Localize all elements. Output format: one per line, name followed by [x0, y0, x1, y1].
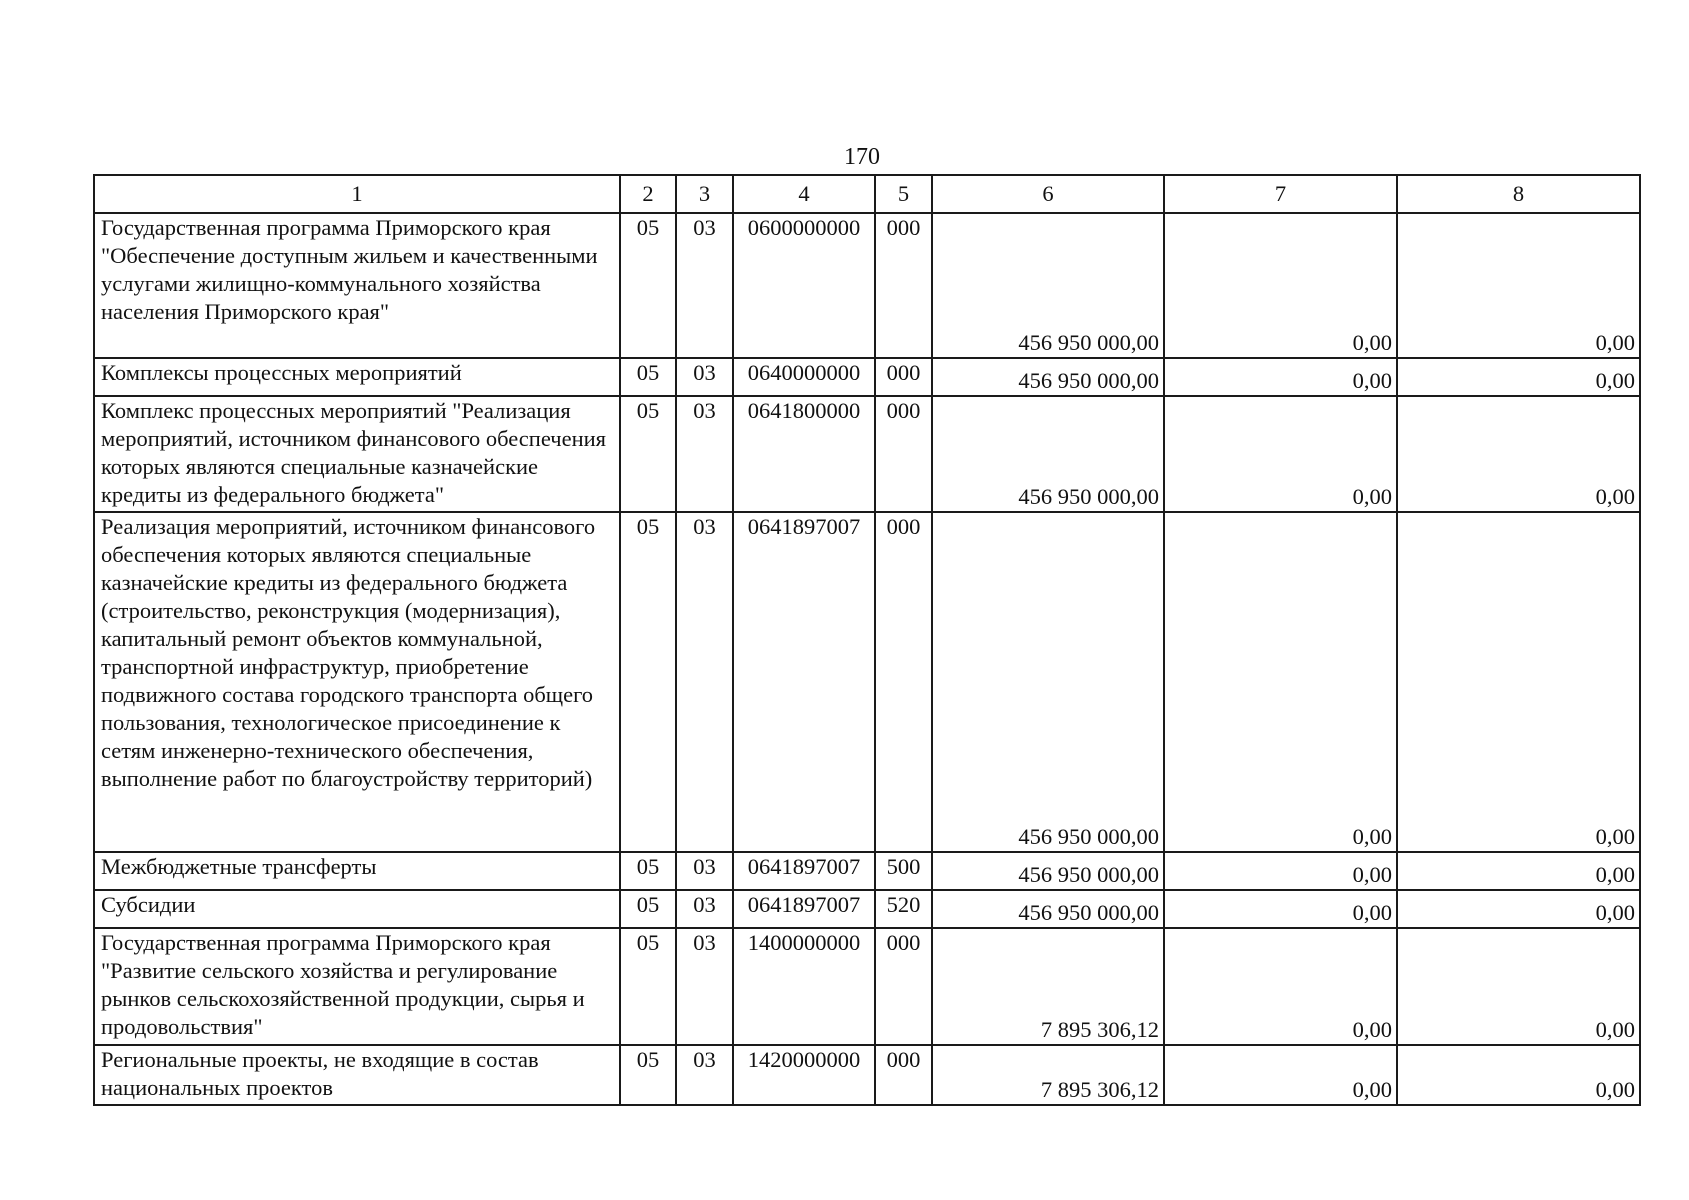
- column-header: 4: [733, 175, 875, 213]
- target-article-code: 0641897007: [733, 890, 875, 928]
- subsection-code: 03: [676, 852, 733, 890]
- section-code: 05: [620, 1045, 676, 1105]
- budget-table: [93, 174, 1641, 1106]
- amount-column-7: 0,00: [1164, 928, 1397, 1045]
- table-row: [94, 213, 1640, 358]
- amount-column-6: 456 950 000,00: [932, 890, 1164, 928]
- amount-column-7: 0,00: [1164, 890, 1397, 928]
- expense-name: Комплекс процессных мероприятий "Реализация мероприятий, источником финансового обеспечения которых являются специальные казначейские кредиты из федерального бюджета": [94, 396, 620, 512]
- section-code: 05: [620, 928, 676, 1045]
- table-row: [94, 928, 1640, 1045]
- section-code: 05: [620, 852, 676, 890]
- column-number-row: [94, 175, 1640, 213]
- expense-name: Межбюджетные трансферты: [94, 852, 620, 890]
- expense-name: Субсидии: [94, 890, 620, 928]
- subsection-code: 03: [676, 213, 733, 358]
- subsection-code: 03: [676, 396, 733, 512]
- amount-column-6: 7 895 306,12: [932, 1045, 1164, 1105]
- amount-column-7: 0,00: [1164, 1045, 1397, 1105]
- amount-column-8: 0,00: [1397, 928, 1640, 1045]
- section-code: 05: [620, 358, 676, 396]
- amount-column-6: 456 950 000,00: [932, 396, 1164, 512]
- table-row: [94, 1045, 1640, 1105]
- section-code: 05: [620, 890, 676, 928]
- expense-name: Региональные проекты, не входящие в состав национальных проектов: [94, 1045, 620, 1105]
- section-code: 05: [620, 396, 676, 512]
- expense-type-code: 000: [875, 213, 932, 358]
- column-header: 5: [875, 175, 932, 213]
- amount-column-7: 0,00: [1164, 396, 1397, 512]
- expense-type-code: 000: [875, 396, 932, 512]
- expense-type-code: 520: [875, 890, 932, 928]
- amount-column-6: 7 895 306,12: [932, 928, 1164, 1045]
- amount-column-6: 456 950 000,00: [932, 512, 1164, 852]
- table-row: [94, 358, 1640, 396]
- table-row: [94, 512, 1640, 852]
- subsection-code: 03: [676, 928, 733, 1045]
- target-article-code: 0641897007: [733, 512, 875, 852]
- expense-name: Реализация мероприятий, источником финансового обеспечения которых являются специальные казначейские кредиты из федерального бюджета (строительство, реконструкция (модернизация), капитальный ремонт объектов коммунальной, транспортной инфраструктур, приобретение подвижного состава городского транспорта общего пользования, технологическое присоединение к сетям инженерно-технического обеспечения, выполнение работ по благоустройству территорий): [94, 512, 620, 852]
- amount-column-7: 0,00: [1164, 852, 1397, 890]
- amount-column-7: 0,00: [1164, 358, 1397, 396]
- target-article-code: 0640000000: [733, 358, 875, 396]
- section-code: 05: [620, 213, 676, 358]
- subsection-code: 03: [676, 1045, 733, 1105]
- expense-type-code: 000: [875, 1045, 932, 1105]
- amount-column-8: 0,00: [1397, 512, 1640, 852]
- column-header: 2: [620, 175, 676, 213]
- target-article-code: 0641897007: [733, 852, 875, 890]
- amount-column-7: 0,00: [1164, 213, 1397, 358]
- subsection-code: 03: [676, 890, 733, 928]
- expense-type-code: 500: [875, 852, 932, 890]
- amount-column-8: 0,00: [1397, 396, 1640, 512]
- target-article-code: 0600000000: [733, 213, 875, 358]
- target-article-code: 0641800000: [733, 396, 875, 512]
- amount-column-8: 0,00: [1397, 852, 1640, 890]
- amount-column-8: 0,00: [1397, 213, 1640, 358]
- expense-name: Государственная программа Приморского края "Развитие сельского хозяйства и регулирование рынков сельскохозяйственной продукции, сырья и продовольствия": [94, 928, 620, 1045]
- amount-column-6: 456 950 000,00: [932, 213, 1164, 358]
- table-row: [94, 396, 1640, 512]
- table-row: [94, 890, 1640, 928]
- target-article-code: 1400000000: [733, 928, 875, 1045]
- amount-column-6: 456 950 000,00: [932, 358, 1164, 396]
- expense-type-code: 000: [875, 358, 932, 396]
- column-header: 1: [94, 175, 620, 213]
- column-header: 7: [1164, 175, 1397, 213]
- amount-column-6: 456 950 000,00: [932, 852, 1164, 890]
- section-code: 05: [620, 512, 676, 852]
- amount-column-7: 0,00: [1164, 512, 1397, 852]
- column-header: 3: [676, 175, 733, 213]
- amount-column-8: 0,00: [1397, 890, 1640, 928]
- expense-name: Комплексы процессных мероприятий: [94, 358, 620, 396]
- target-article-code: 1420000000: [733, 1045, 875, 1105]
- column-header: 6: [932, 175, 1164, 213]
- subsection-code: 03: [676, 358, 733, 396]
- amount-column-8: 0,00: [1397, 358, 1640, 396]
- expense-name: Государственная программа Приморского края "Обеспечение доступным жильем и качественными услугами жилищно-коммунального хозяйства населения Приморского края": [94, 213, 620, 358]
- expense-type-code: 000: [875, 512, 932, 852]
- subsection-code: 03: [676, 512, 733, 852]
- table-row: [94, 852, 1640, 890]
- column-header: 8: [1397, 175, 1640, 213]
- page-number: 170: [844, 144, 880, 170]
- amount-column-8: 0,00: [1397, 1045, 1640, 1105]
- expense-type-code: 000: [875, 928, 932, 1045]
